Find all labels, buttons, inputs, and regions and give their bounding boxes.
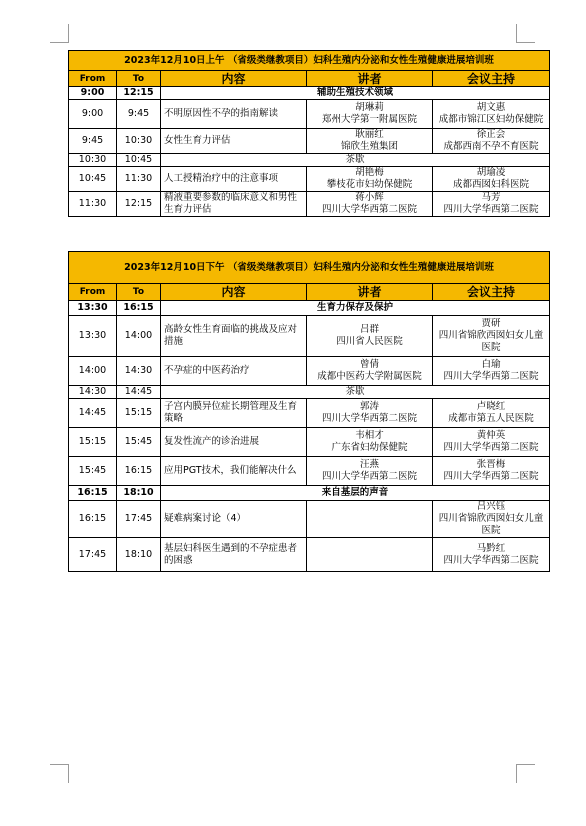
time-to: 9:45	[117, 100, 161, 129]
speaker-cell-name: 耿丽红	[355, 129, 384, 140]
header-speaker: 讲者	[307, 71, 433, 87]
host-cell	[433, 192, 550, 217]
section-row	[69, 486, 550, 501]
time-from: 14:00	[69, 357, 117, 386]
talk-row	[69, 100, 550, 129]
title-row	[69, 252, 550, 284]
session-title: 2023年12月10日下午 （省级类继教项目）妇科生殖内分泌和女性生殖健康进展培训班	[69, 252, 550, 284]
talk-row	[69, 192, 550, 217]
host-cell-name: 卢晓红	[476, 401, 506, 412]
speaker-cell	[307, 316, 433, 357]
talk-topic: 女性生育力评估	[161, 129, 307, 154]
time-to: 18:10	[117, 538, 161, 572]
host-cell-org: 四川大学华西第二医院	[443, 471, 539, 482]
afternoon-schedule-table	[68, 251, 550, 572]
host-cell-name: 马黔红	[476, 542, 506, 554]
time-to: 16:15	[117, 301, 161, 316]
host-cell-name: 张晋梅	[476, 459, 506, 470]
time-from: 15:15	[69, 428, 117, 457]
talk-row	[69, 357, 550, 386]
talk-row	[69, 167, 550, 192]
talk-topic: 精液重要参数的临床意义和男性生育力评估	[161, 192, 307, 217]
speaker-cell-org: 四川省人民医院	[336, 336, 403, 347]
time-from: 10:45	[69, 167, 117, 192]
talk-row	[69, 457, 550, 486]
header-speaker: 讲者	[307, 284, 433, 301]
time-to: 16:15	[117, 457, 161, 486]
time-to: 10:30	[117, 129, 161, 154]
time-from: 15:45	[69, 457, 117, 486]
host-cell-org: 成都市锦江区妇幼保健院	[438, 114, 544, 125]
header-row	[69, 71, 550, 87]
talk-topic: 子宫内膜异位症长期管理及生育策略	[161, 399, 307, 428]
talk-topic: 不明原因性不孕的指南解读	[161, 100, 307, 129]
host-cell	[433, 501, 550, 538]
talk-row	[69, 129, 550, 154]
speaker-cell-org: 成都中医药大学附属医院	[317, 371, 422, 382]
section-label: 辅助生殖技术领域	[161, 87, 550, 100]
header-content: 内容	[161, 284, 307, 301]
host-cell	[433, 167, 550, 192]
time-to: 15:15	[117, 399, 161, 428]
morning-schedule-table	[68, 50, 550, 217]
host-cell	[433, 399, 550, 428]
host-cell-org: 成都西囡妇科医院	[453, 179, 530, 190]
time-to: 15:45	[117, 428, 161, 457]
header-host: 会议主持	[433, 71, 550, 87]
time-from: 17:45	[69, 538, 117, 572]
time-to: 14:45	[117, 386, 161, 399]
time-from: 16:15	[69, 501, 117, 538]
crop-mark-top-left	[50, 24, 69, 43]
host-cell-name: 徐正会	[476, 129, 506, 140]
time-from: 13:30	[69, 316, 117, 357]
speaker-cell	[307, 100, 433, 129]
speaker-cell-org: 四川大学华西第二医院	[321, 471, 417, 482]
speaker-cell	[307, 192, 433, 217]
speaker-cell	[307, 399, 433, 428]
tea-break-label: 茶歇	[161, 386, 550, 399]
section-label: 生育力保存及保护	[161, 301, 550, 316]
talk-row	[69, 316, 550, 357]
host-cell	[433, 428, 550, 457]
speaker-cell-org: 攀枝花市妇幼保健院	[326, 179, 413, 190]
time-to: 11:30	[117, 167, 161, 192]
time-from: 10:30	[69, 154, 117, 167]
header-from: From	[69, 71, 117, 87]
time-to: 14:30	[117, 357, 161, 386]
speaker-cell-org: 锦欣生殖集团	[340, 141, 398, 152]
header-content: 内容	[161, 71, 307, 87]
break-row	[69, 386, 550, 399]
speaker-cell	[307, 129, 433, 154]
time-from: 14:30	[69, 386, 117, 399]
speaker-cell	[307, 428, 433, 457]
talk-row	[69, 501, 550, 538]
host-cell-name: 白瑜	[481, 359, 501, 370]
tea-break-label: 茶歇	[161, 154, 550, 167]
speaker-cell	[307, 357, 433, 386]
time-to: 10:45	[117, 154, 161, 167]
speaker-cell-org: 广东省妇幼保健院	[331, 442, 408, 453]
time-to: 12:15	[117, 87, 161, 100]
talk-row	[69, 428, 550, 457]
speaker-cell-org: 四川大学华西第二医院	[321, 204, 417, 215]
speaker-cell-name: 蒋小辉	[355, 192, 384, 203]
time-to: 14:00	[117, 316, 161, 357]
header-to: To	[117, 71, 161, 87]
time-to: 18:10	[117, 486, 161, 501]
speaker-cell-org: 郑州大学第一附属医院	[321, 114, 417, 125]
host-cell	[433, 457, 550, 486]
time-to: 12:15	[117, 192, 161, 217]
section-row	[69, 301, 550, 316]
host-cell-name: 吕兴钰	[476, 501, 506, 512]
speaker-cell	[307, 538, 433, 572]
time-from: 9:00	[69, 100, 117, 129]
talk-topic: 疑难病案讨论（4）	[161, 501, 307, 538]
header-from: From	[69, 284, 117, 301]
host-cell-org: 四川大学华西第二医院	[443, 554, 539, 566]
talk-topic: 人工授精治疗中的注意事项	[161, 167, 307, 192]
crop-mark-bottom-left	[50, 764, 69, 783]
host-cell-org: 四川大学华西第二医院	[443, 442, 539, 453]
talk-topic: 不孕症的中医药治疗	[161, 357, 307, 386]
crop-mark-bottom-right	[516, 764, 535, 783]
talk-topic: 基层妇科医生遇到的不孕症患者的困惑	[161, 538, 307, 572]
speaker-cell-name: 吕群	[359, 324, 379, 335]
host-cell-org: 四川大学华西第二医院	[443, 371, 539, 382]
header-row	[69, 284, 550, 301]
time-to: 17:45	[117, 501, 161, 538]
host-cell	[433, 129, 550, 154]
speaker-cell-org: 四川大学华西第二医院	[321, 413, 417, 424]
section-row	[69, 87, 550, 100]
crop-mark-top-right	[516, 24, 535, 43]
speaker-cell-name: 韦相才	[355, 430, 384, 441]
talk-topic: 复发性流产的诊治进展	[161, 428, 307, 457]
host-cell-org: 四川省锦欣西囡妇女儿童医院	[438, 330, 544, 353]
session-title: 2023年12月10日上午 （省级类继教项目）妇科生殖内分泌和女性生殖健康进展培训班	[69, 51, 550, 71]
header-host: 会议主持	[433, 284, 550, 301]
section-label: 来自基层的声音	[161, 486, 550, 501]
talk-row	[69, 538, 550, 572]
speaker-cell-name: 汪燕	[359, 459, 379, 470]
time-from: 14:45	[69, 399, 117, 428]
host-cell	[433, 538, 550, 572]
host-cell-name: 黄仲英	[476, 430, 506, 441]
talk-topic: 高龄女性生育面临的挑战及应对措施	[161, 316, 307, 357]
speaker-cell	[307, 501, 433, 538]
talk-topic: 应用PGT技术，我们能解决什么	[161, 457, 307, 486]
title-row	[69, 51, 550, 71]
break-row	[69, 154, 550, 167]
host-cell	[433, 357, 550, 386]
host-cell-org: 四川省锦欣西囡妇女儿童医院	[438, 513, 544, 536]
time-from: 16:15	[69, 486, 117, 501]
speaker-cell	[307, 457, 433, 486]
speaker-cell-name: 胡艳梅	[355, 167, 384, 178]
host-cell-name: 贾研	[481, 318, 501, 329]
host-cell-name: 胡文惠	[476, 102, 506, 113]
header-to: To	[117, 284, 161, 301]
time-from: 11:30	[69, 192, 117, 217]
host-cell-name: 马芳	[481, 192, 501, 203]
time-from: 9:45	[69, 129, 117, 154]
speaker-cell	[307, 167, 433, 192]
host-cell-name: 胡瑜凌	[476, 167, 506, 178]
time-from: 9:00	[69, 87, 117, 100]
speaker-cell-name: 曾倩	[359, 359, 379, 370]
speaker-cell-name: 郭涛	[359, 401, 379, 412]
host-cell	[433, 100, 550, 129]
host-cell	[433, 316, 550, 357]
talk-row	[69, 399, 550, 428]
speaker-cell-name: 胡琳莉	[355, 102, 384, 113]
host-cell-org: 四川大学华西第二医院	[443, 204, 539, 215]
host-cell-org: 成都西南不孕不育医院	[443, 141, 539, 152]
time-from: 13:30	[69, 301, 117, 316]
host-cell-org: 成都市第五人民医院	[448, 413, 534, 424]
